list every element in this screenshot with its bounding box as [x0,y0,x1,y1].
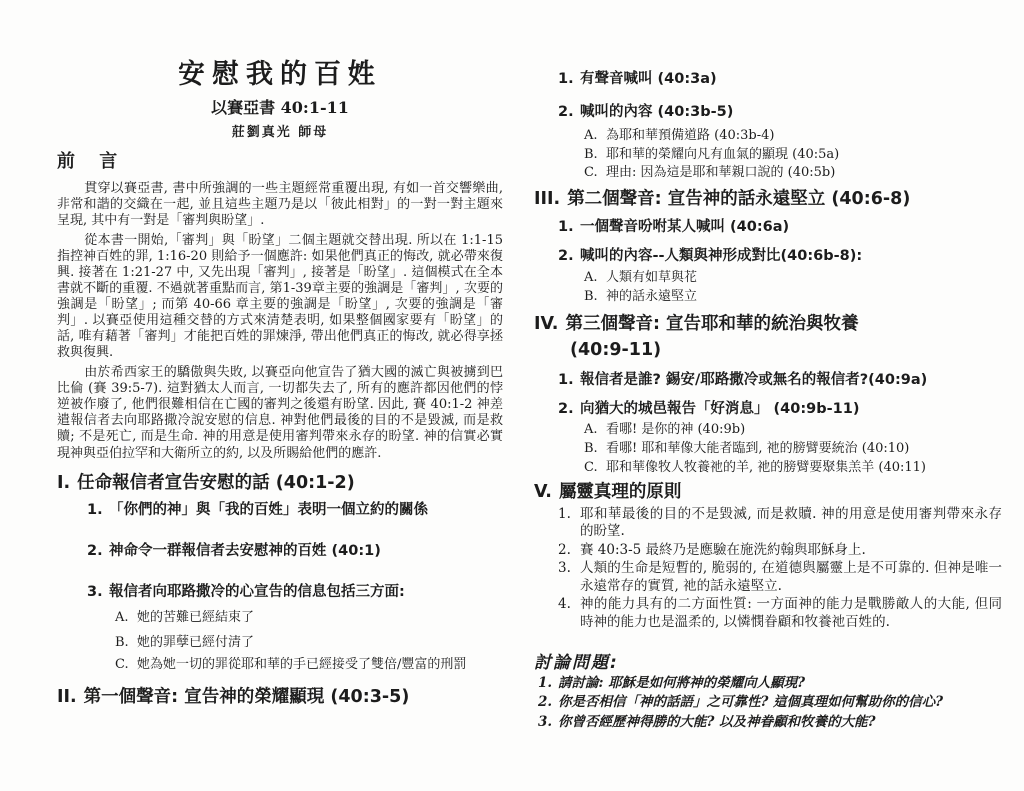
item-text: 神命令一群報信者去安慰神的百姓 (40:1) [109,543,381,560]
section-title: 第一個聲音: 宣告神的榮耀顯現 (40:3-5) [83,687,410,708]
subitem-label: B. [115,634,129,650]
subitem-text: 她的苦難已經結束了 [137,609,255,625]
outline-subitem [534,165,1002,182]
section-number: II. [57,687,77,708]
item-number: 1. [558,505,571,522]
outline-subitem [534,441,1002,458]
section-number: I. [57,472,71,493]
subitem-label: B. [584,288,598,304]
outline-subitem [534,422,1002,439]
right-column [534,64,1002,731]
page-title: 安慰我的百姓 [178,59,382,90]
item-number: 1. [558,71,574,87]
outline-subitem [534,460,1002,477]
question-number: 1. [538,674,553,691]
outline-item [534,103,1002,122]
question-number: 2. [538,694,553,711]
left-column [57,58,503,710]
question-text: 你曾否經歷神得勝的大能? 以及神眷顧和牧養的大能? [558,713,876,730]
item-number: 2. [558,247,574,264]
outline-item [534,218,1002,237]
subitem-text: 她為她一切的罪從耶和華的手已經接受了雙倍/豐富的刑罰 [137,657,467,673]
subitem-text: 她的罪孽已經付清了 [137,634,255,650]
outline-subitem [534,270,1002,287]
item-text: 報信者向耶路撒冷的心宣告的信息包括三方面: [109,583,405,600]
author-name: 莊劉真光 師母 [231,124,329,140]
outline-subitem [57,610,503,627]
item-text: 耶和華最後的目的不是毀滅, 而是救贖. 神的用意是使用審判帶來永存的盼望. [580,505,1002,540]
subitem-label: C. [115,657,129,673]
item-text: 向猶大的城邑報告「好消息」 (40:9b-11) [580,400,860,417]
section-heading-III [534,188,1002,212]
item-text: 一個聲音吩咐某人喊叫 (40:6a) [580,218,790,235]
subitem-label: B. [584,441,598,457]
item-text: 報信者是誰? 錫安/耶路撒冷或無名的報信者?(40:9a) [580,371,928,388]
outline-subitem [57,657,503,674]
subitem-text: 理由: 因為這是耶和華親口說的 (40:5b) [606,165,836,181]
item-number: 1. [558,371,574,388]
scripture-reference: 以賽亞書 40:1-11 [211,97,349,117]
outline-item [57,542,503,561]
subitem-text: 看哪! 耶和華像大能者臨到, 祂的膀臂要統治 (40:10) [606,441,910,457]
principle-item [534,542,1002,560]
question-number: 3. [538,713,553,730]
item-number: 1. [558,218,574,235]
item-text: 有聲音喊叫 (40:3a) [580,71,717,87]
section-title: 第二個聲音: 宣告神的話永遠堅立 (40:6-8) [567,189,911,210]
discussion-question [534,675,1002,693]
preface-paragraph-1: 貫穿以賽亞書, 書中所強調的一些主題經常重覆出現, 有如一首交響樂曲, 非常和諧的交織在一起, 並且這些主題乃是以「彼此相對」的一對一對主題來呈現, 其中有一對是「審判與盼望」. [57,180,503,228]
principle-item [534,506,1002,541]
preface-paragraph-2: 從本書一開始,「審判」與「盼望」二個主題就交替出現. 所以在 1:1-15 指控神百姓的罪, 1:16-20 則給予一個應許: 如果他們真正的悔改, 就必帶來復興. 接著在 1:21-27 中, 又先出現「審判」, 接著是「盼望」. 這個模式在全本書就不斷的重覆. 不過就著重點而言, 第1-39章主要的強調是「審判」, 次要的強調是「盼望」; 而第 40-66 章主要的強調是「盼望」, 次要的強調是「審判」. 以賽亞使用這種交替的方式來清楚表明, 如果整個國家要有「盼望」的話, 唯有藉著「審判」才能把百姓的罪煉淨, 帶出他們真正的悔改, 就必得享拯救與復興. [57,232,503,361]
outline-item [57,501,503,520]
item-text: 神的能力具有的二方面性質: 一方面神的能力是戰勝敵人的大能, 但同時神的能力也是溫柔的, 以憐憫眷顧和牧養祂百姓的. [580,596,1002,630]
outline-item [534,400,1002,419]
section-heading-V [534,481,1002,505]
principle-item [534,560,1002,595]
section-heading-I [57,472,503,496]
outline-item [534,371,1002,390]
section-title: 屬靈真理的原則 [558,482,682,503]
outline-subitem [534,147,1002,164]
subitem-text: 為耶和華預備道路 (40:3b-4) [606,127,775,143]
item-number: 2. [558,541,571,558]
item-number: 2. [558,400,574,417]
item-number: 3. [87,583,103,600]
section-number: III. [534,189,561,210]
item-number: 1. [87,502,103,519]
subitem-label: A. [584,127,598,143]
question-text: 你是否相信「神的話語」之可靠性? 這個真理如何幫助你的信心? [558,694,944,711]
item-number: 4. [558,596,571,613]
subitem-label: A. [584,269,598,285]
item-number: 3. [558,560,571,577]
outline-subitem [534,128,1002,145]
item-number: 2. [87,543,103,560]
discussion-heading: 討論問題: [534,652,619,673]
question-text: 請討論: 耶穌是如何將神的榮耀向人顯現? [558,674,806,691]
item-text: 喊叫的內容 (40:3b-5) [580,103,734,120]
subitem-text: 看哪! 是你的神 (40:9b) [606,422,746,438]
item-text: 喊叫的內容--人類與神形成對比(40:6b-8): [580,247,863,264]
discussion-question [534,714,1002,732]
item-text: 賽 40:3-5 最終乃是應驗在施洗約翰與耶穌身上. [580,541,866,558]
subitem-label: A. [584,422,598,438]
item-text: 人類的生命是短暫的, 脆弱的, 在道德與屬靈上是不可靠的. 但神是唯一永遠常存的實質, 祂的話永遠堅立. [580,560,1002,594]
section-heading-II [57,686,503,710]
outline-item [57,583,503,602]
outline-subitem [534,289,1002,306]
subitem-label: A. [115,609,129,625]
section-number: IV. [534,314,559,335]
outline-subitem [57,635,503,652]
outline-item [534,247,1002,266]
subitem-label: B. [584,146,598,162]
preface-heading: 前 言 [57,150,127,172]
section-title: 任命報信者宣告安慰的話 (40:1-2) [77,472,355,493]
section-heading-IV [534,313,1002,337]
subitem-text: 神的話永遠堅立 [606,288,698,304]
subitem-text: 耶和華的榮耀向凡有血氣的顯現 (40:5a) [606,146,840,162]
item-text: 「你們的神」與「我的百姓」表明一個立約的關係 [109,502,428,519]
subitem-text: 人類有如草與花 [606,269,698,285]
subitem-label: C. [584,460,598,476]
preface-paragraph-3: 由於希西家王的驕傲與失敗, 以賽亞向他宣告了猶大國的滅亡與被擄到巴比倫 (賽 39:5-7). 這對猶太人而言, 一切都失去了, 所有的應許都因他們的悖逆被作廢了, 他們很難相信在亡國的審判之後還有盼望. 因此, 賽 40:1-2 神差遣報信者去向耶路撒冷說安慰的信息. 神對他們最後的目的不是毀滅, 而是救贖; 不是死亡, 而是生命. 神的用意是使用審判帶來永存的盼望. 神的信實必實現神與亞伯拉罕和大衛所立的約, 以及所賜給他們的應許. [57,365,503,461]
outline-item [534,70,1002,89]
subitem-text: 耶和華像牧人牧養祂的羊, 祂的膀臂要聚集羔羊 (40:11) [606,460,927,476]
section-title-continued: (40:9-11) [570,340,662,361]
subitem-label: C. [584,165,598,181]
discussion-question [534,694,1002,712]
item-number: 2. [558,103,574,120]
section-title: 第三個聲音: 宣告耶和華的統治與牧養 [565,314,859,335]
section-number: V. [534,482,552,503]
principle-item [534,596,1002,631]
